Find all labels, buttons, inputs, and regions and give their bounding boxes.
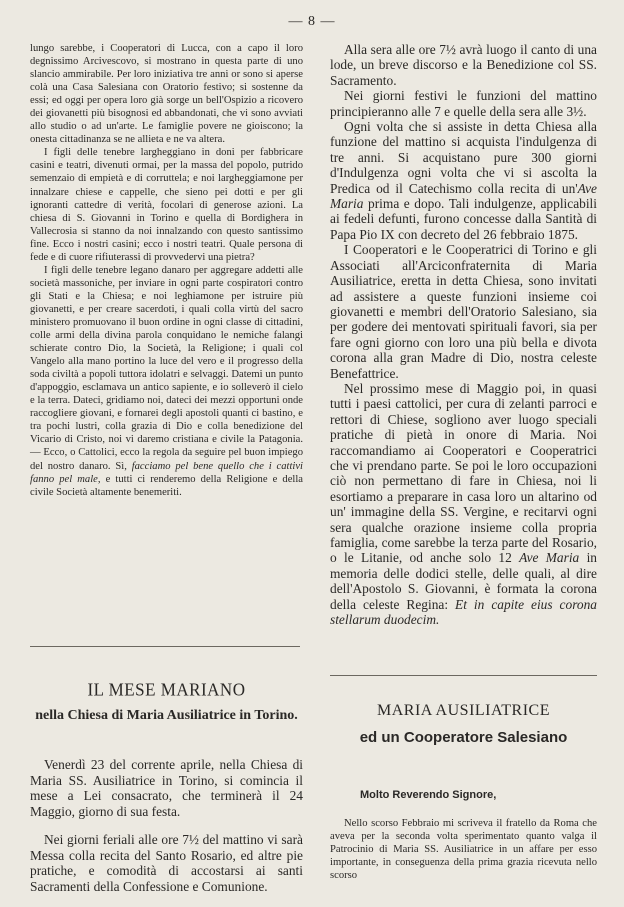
paragraph: Alla sera alle ore 7½ avrà luogo il canto di una lode, un breve discorso e la Benedizione col SS. Sacramento. bbox=[330, 42, 597, 88]
paragraph bbox=[30, 264, 303, 499]
paragraph: I figli delle tenebre largheggiano in doni per fabbricare casini e teatri, divenuti ormai, per la massa del popolo, putrido semenzaio di empietà e di corruttela; e noi largheggiamone per innalzare chiese e cappelle, che sieno pei dotti e per gli ignoranti cattedre di verità, focolari di generose azioni. La chiesa di S. Giovanni in Torino e quella di Bordighera in Vallecrosia si stanno da noi innalzando con questo santissimo fine. Ecco i nostri casini; ecco i nostri teatri. Quale persona di fede e di cuore rifiuterassi di provvedervi una pietra? bbox=[30, 147, 303, 263]
paragraph-text: Ogni volta che si assiste in detta Chiesa alla funzione del mattino si acquista l'indulgenza di tre anni. Si acquistano pure 300 giorni d'Indulgenza ogni volta che vi si ascolta la Predica od il Catechismo colla recita di un' bbox=[330, 119, 597, 196]
article-subtitle: nella Chiesa di Maria Ausiliatrice in Torino. bbox=[35, 708, 298, 723]
italic-text: facciamo pel bene quello che i cattivi fanno pel male, bbox=[30, 460, 303, 485]
paragraph-text: Nel prossimo mese di Maggio poi, in quasi tutti i paesi cattolici, per cura di zelanti parroci e rettori di Chiese, sogliono aver luogo speciali pratiche di pietà in onore di Maria. Noi raccomandiamo ai Cooperatori e Cooperatrici che vi prendano parte. Se poi le loro occupazioni ciò non permettano di fare in Chiesa, noi li esortiamo a preparare in casa loro un altarino od un' immagine della SS. Vergine, e recitarvi ogni sera qualche orazione insieme colla propria famiglia, come sarebbe la terza parte del Rosario, o le Litanie, od anche solo 12 bbox=[330, 380, 597, 566]
paragraph: Nei giorni feriali alle ore 7½ del mattino vi sarà Messa colla recita del Santo Rosario, ed altre pie pratiche, e comodità di accostarsi ai santi Sacramenti della Confessione e Comunione. bbox=[30, 832, 303, 894]
article-title: IL MESE MARIANO bbox=[87, 679, 246, 700]
left-column bbox=[30, 42, 303, 499]
paragraph-text: in memoria delle dodici stelle, delle quali, al dire dell'Apostolo S. Giovanni, è formata la corona della celeste Regina: bbox=[330, 550, 597, 612]
section-divider bbox=[330, 675, 597, 676]
article-title: MARIA AUSILIATRICE bbox=[376, 702, 550, 719]
paragraph: Nei giorni festivi le funzioni del mattino principieranno alle 7 e quelle della sera alle 3½. bbox=[330, 88, 597, 119]
paragraph bbox=[330, 381, 597, 628]
paragraph bbox=[330, 119, 597, 242]
paragraph: lungo sarebbe, i Cooperatori di Lucca, con a capo il loro degnissimo Arcivescovo, si mostrano in questa parte di uno slancio ammirabile. Per loro iniziativa tre anni or sono si aperse colà una Casa Salesiana con Oratorio festivo; si sostenne da essi; ed oggi per opera loro già sorge un bell'Ospizio a ricovero dei giovanetti più bisognosi ed abbandonati, che vi sono avviati allo studio o ad un'arte. Le famiglie povere ne gioiscono; la onesta cittadinanza se ne allieta e ne va altera. bbox=[30, 43, 303, 146]
section-divider bbox=[30, 646, 300, 647]
italic-text: Ave Maria bbox=[330, 180, 597, 212]
page-number: — 8 — bbox=[288, 14, 336, 29]
paragraph: Venerdì 23 del corrente aprile, nella Chiesa di Maria SS. Ausiliatrice in Torino, si comincia il mese a Lei consacrato, che terminerà il 24 Maggio, giorno di sua festa. bbox=[30, 757, 303, 819]
paragraph: Nello scorso Febbraio mi scriveva il fratello da Roma che aveva per la seconda volta sperimentato quanto valga il Patrocinio di Maria SS. Ausiliatrice in un affare per esso importante, in conseguenza della prima grazia ricevuta nello scorso bbox=[330, 817, 597, 881]
right-column bbox=[330, 42, 597, 627]
italic-text: Et in capite eius corona stellarum duodecim. bbox=[330, 596, 597, 628]
paragraph: I Cooperatori e le Cooperatrici di Torino e gli Associati all'Arciconfraternita di Maria Ausiliatrice, eretta in detta Chiesa, sono invitati ad assistere a queste funzioni insieme coi giovanetti e membri dell'Oratorio Salesiano, sia per godere dei mentovati spirituali favori, sia per fare ogni giorno con loro una più bella e divota corona alla gran Madre di Dio, nostra celeste Benefattrice. bbox=[330, 242, 597, 381]
paragraph-text: prima e dopo. Tali indulgenze, applicabili ai fedeli defunti, furono concesse dalla Santità di Papa Pio IX con decreto del 26 febbraio 1875. bbox=[330, 196, 597, 242]
article-subtitle: ed un Cooperatore Salesiano bbox=[359, 729, 568, 746]
paragraph-text: e tutti ci renderemo della Religione e della civile Società altamente benemeriti. bbox=[30, 473, 303, 498]
article-body bbox=[30, 744, 303, 907]
letter-salutation: Molto Reverendo Signore, bbox=[360, 789, 497, 801]
letter-body bbox=[330, 806, 597, 892]
italic-text: Ave Maria bbox=[519, 550, 580, 566]
paragraph-text: I figli delle tenebre legano danaro per aggregare addetti alle società massoniche, per inviare in ogni parte cospiratori contro gli Stati e la Chiesa; e noi leghiamone per istruire più giovanetti, e per creare sacerdoti, i quali colla virtù del sacro ministero promuovano il buon ordine in ogni classe di cittadini, colle armi della divina parola conquidano le nemiche falangi schierate contro Dio, la Società, la Religione; i quali col Vangelo alla mano portino la luce del vero e il progresso della soda civiltà a popoli tuttora idolatri e selvaggi. Datemi un punto d'appoggio, esclamava un antico sapiente, e io solleverò il cielo e la terra. Dateci, gridiamo noi, dateci dei mezzi opportuni onde raccogliere giovani, e fornarei degli apostoli quanti ci bastino, e tra pochi lustri, colla grazia di Dio e colla benedizione del Vicario di Cristo, noi vi daremo cristiana e civile la Patagonia. — Ecco, o Cattolici, ecco la regola da seguire pel buon impiego del nostro danaro. Sì, bbox=[30, 264, 303, 472]
